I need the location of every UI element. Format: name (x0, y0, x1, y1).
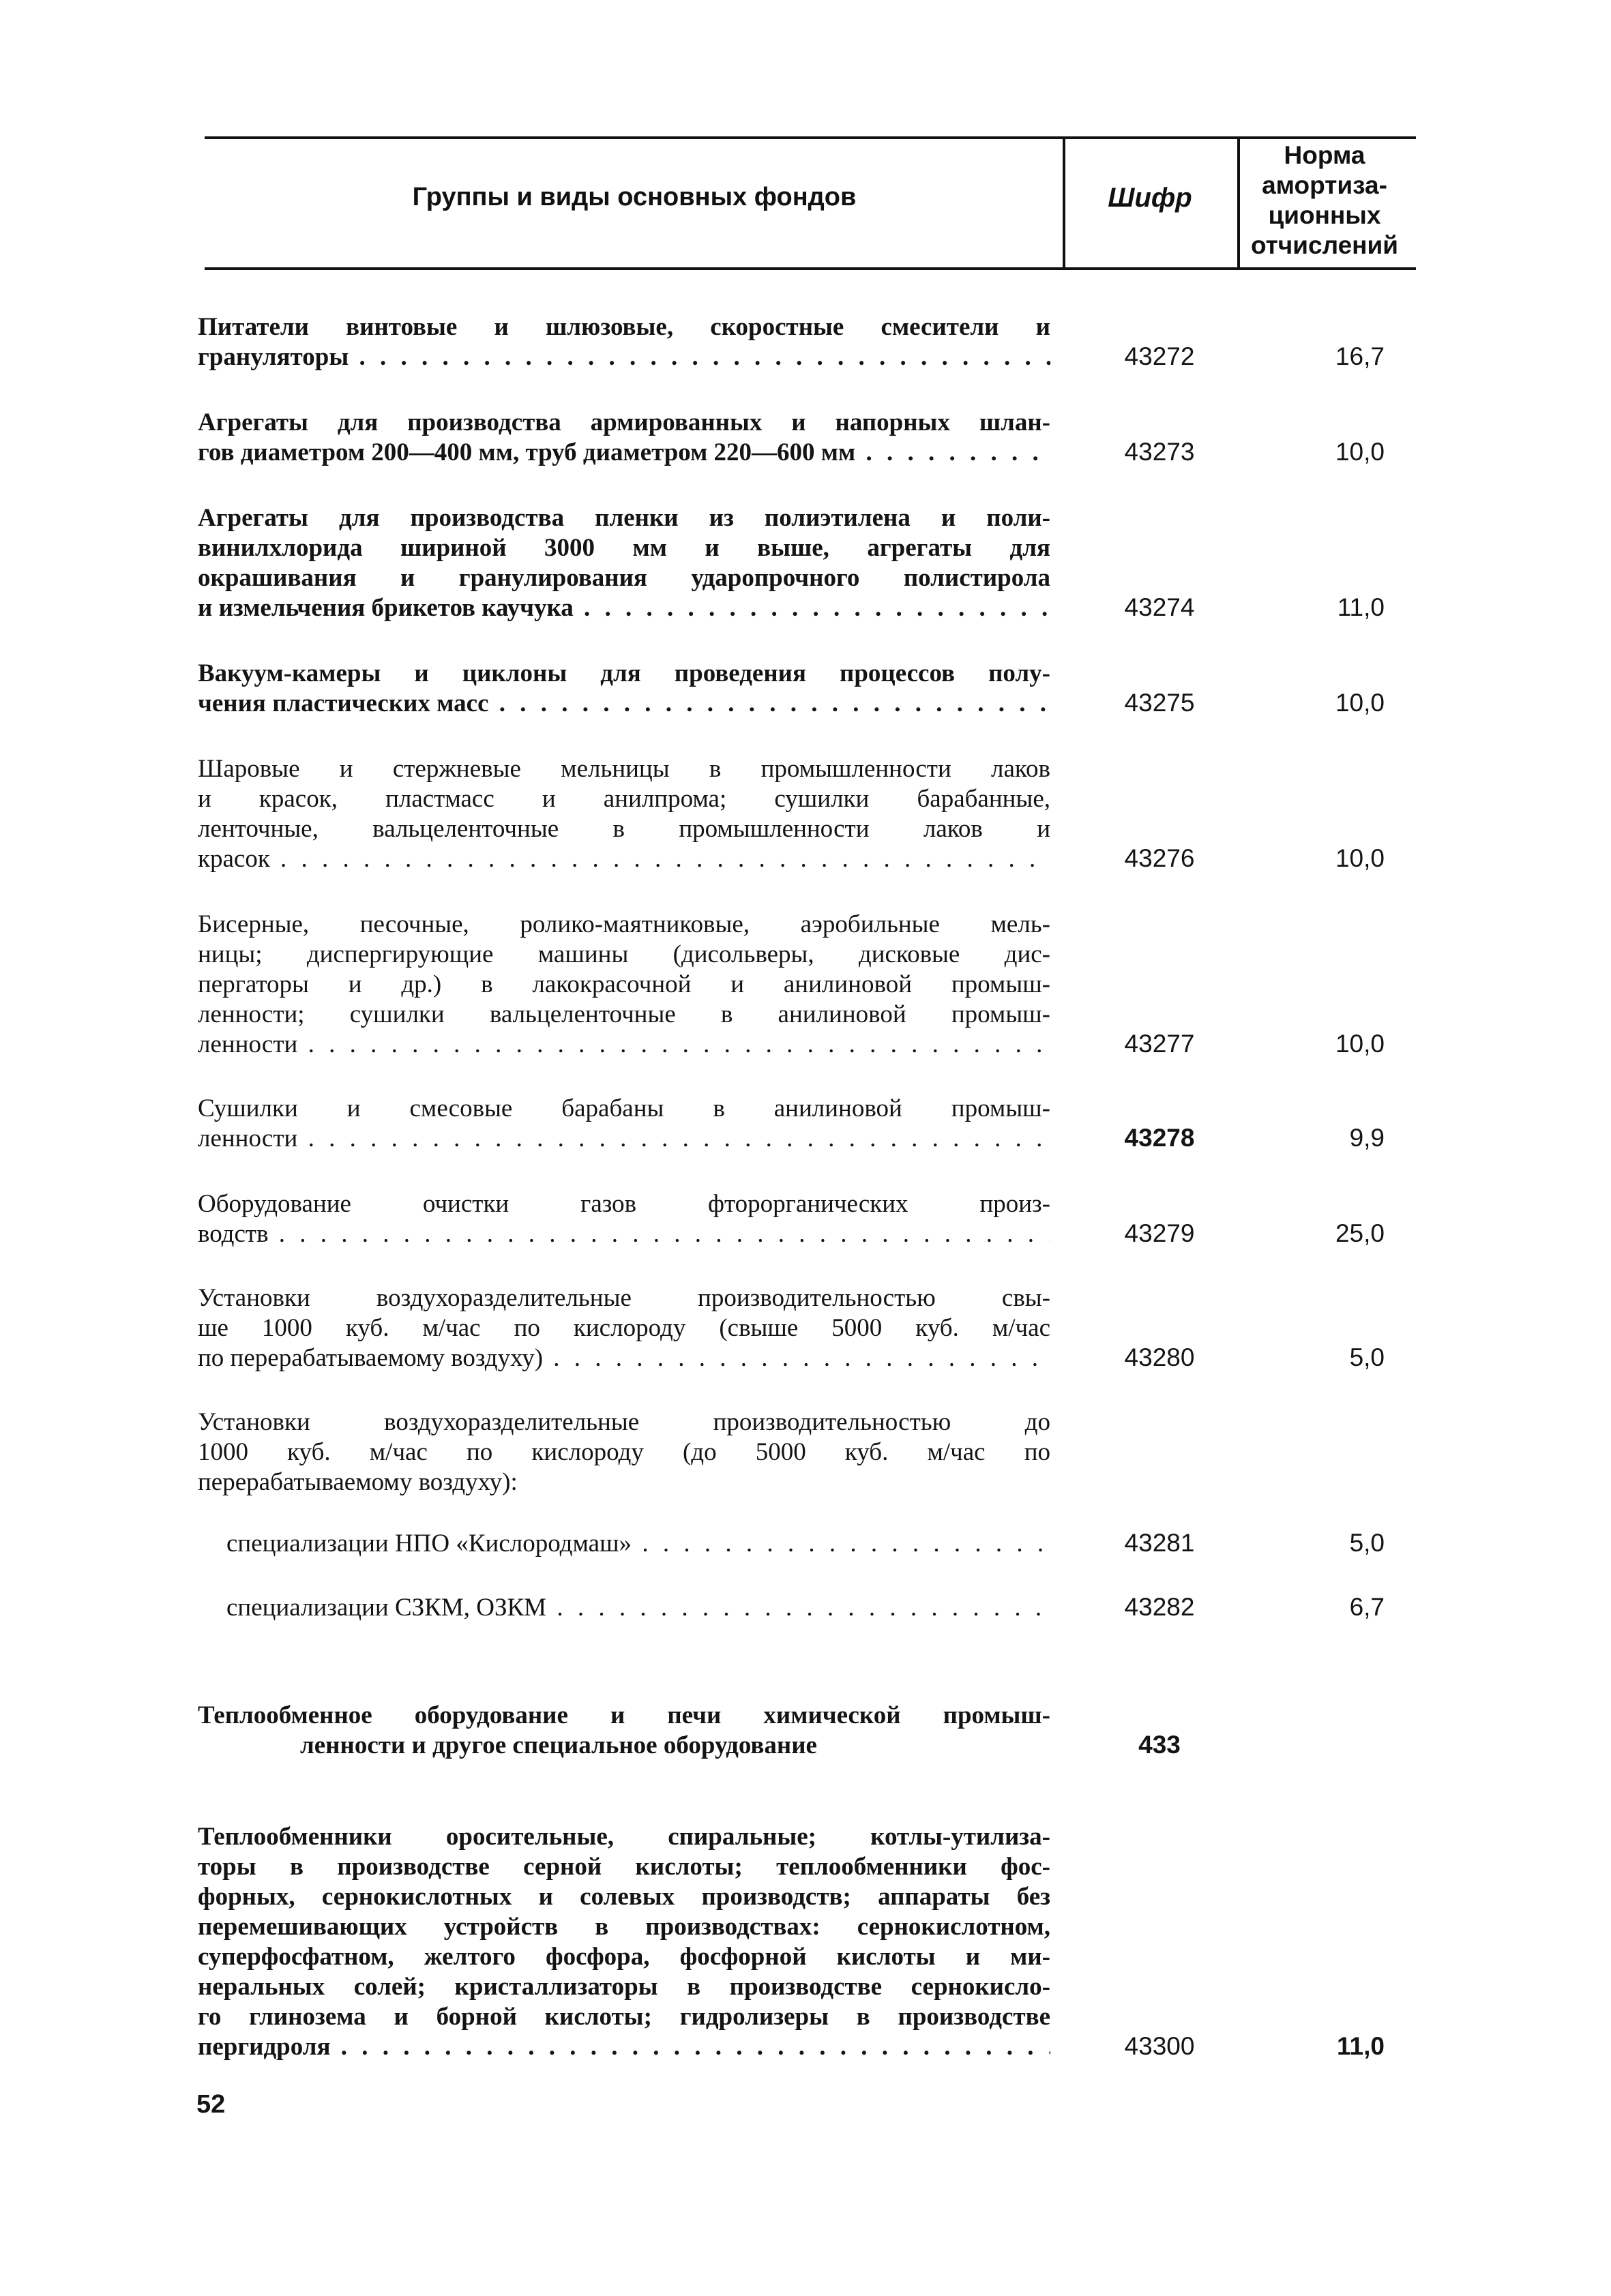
row-description (198, 754, 1050, 874)
row-description (198, 312, 1050, 372)
description-line: ленности; сушилки вальцеленточные в анилиновой промыш- (198, 1000, 1050, 1028)
row-code: 43278 (1124, 1124, 1195, 1152)
row-code: 43282 (1124, 1593, 1195, 1621)
description-line: перерабатываемому воздуху): (198, 1468, 518, 1496)
description-line: Агрегаты для производства армированных и напорных шлан- (198, 408, 1050, 436)
description-line: пергаторы и др.) в лакокрасочной и анилиновой промыш- (198, 970, 1050, 998)
column-header-groups: Группы и виды основных фондов (412, 183, 857, 211)
description-line: окрашивания и гранулирования ударопрочного полистирола (198, 564, 1050, 592)
row-code: 43280 (1124, 1343, 1195, 1371)
row-code: 43274 (1124, 593, 1195, 621)
description-line: Бисерные, песочные, ролико-маятниковые, аэробильные мель- (198, 910, 1050, 938)
row-norm: 10,0 (1335, 1030, 1385, 1058)
row-norm: 10,0 (1335, 689, 1385, 717)
row-norm: 10,0 (1335, 844, 1385, 872)
description-line: Установки воздухоразделительные производительностью до (198, 1408, 1050, 1436)
section-title (198, 1701, 1050, 1761)
row-description (198, 1094, 1050, 1154)
description-line: Шаровые и стержневые мельницы в промышленности лаков (198, 755, 1050, 783)
description-line: го глинозема и борной кислоты; гидролизеры в производстве (198, 2003, 1050, 2031)
description-line: ленности . . . (198, 1124, 1050, 1154)
row-norm: 11,0 (1337, 593, 1385, 621)
row-norm: 5,0 (1349, 1529, 1385, 1557)
description-line: гов диаметром 200—400 мм, труб диаметром 220—600 мм . . . (198, 438, 1050, 468)
norm-label-line: амортиза- (1262, 171, 1387, 199)
norm-label-line: Норма (1284, 141, 1365, 169)
row-description (226, 1529, 1050, 1559)
description-line: грануляторы . . . (198, 342, 1050, 372)
description-line: Теплообменники оросительные, спиральные; котлы-утилиза- (198, 1823, 1050, 1851)
description-line: ленности . . . (198, 1030, 1050, 1060)
description-line: перемешивающих устройств в производствах: сернокислотном, (198, 1913, 1050, 1941)
row-code: 43276 (1124, 844, 1195, 872)
description-line: форных, сернокислотных и солевых производств; аппараты без (198, 1883, 1050, 1911)
row-description (198, 1189, 1050, 1249)
description-line: Агрегаты для производства пленки из полиэтилена и поли- (198, 504, 1050, 532)
row-description (198, 503, 1050, 623)
description-line: и измельчения брикетов каучука . . . (198, 593, 1050, 623)
description-line: 1000 куб. м/час по кислороду (до 5000 куб. м/час по (198, 1438, 1050, 1466)
description-line: ленности и другое специальное оборудование (300, 1731, 817, 1759)
row-code: 43272 (1124, 342, 1195, 370)
norm-label-line: ционных (1268, 201, 1381, 229)
description-line: Установки воздухоразделительные производительностью свы- (198, 1284, 1050, 1312)
row-code: 43281 (1124, 1529, 1195, 1557)
description-line: Теплообменное оборудование и печи химической промыш- (198, 1701, 1050, 1729)
description-line: по перерабатываемому воздуху) . . . (198, 1343, 1050, 1373)
row-norm: 5,0 (1349, 1343, 1385, 1371)
description-line: специализации СЗКМ, ОЗКМ . . . (226, 1593, 1050, 1623)
description-line: красок . . . (198, 844, 1050, 874)
row-description (198, 408, 1050, 468)
section-code: 433 (1138, 1731, 1181, 1759)
row-norm: 25,0 (1335, 1219, 1385, 1247)
description-line: неральных солей; кристаллизаторы в производстве сернокисло- (198, 1973, 1050, 2001)
row-code: 43277 (1124, 1030, 1195, 1058)
description-line: ше 1000 куб. м/час по кислороду (свыше 5000 куб. м/час (198, 1314, 1050, 1342)
description-line: винилхлорида шириной 3000 мм и выше, агрегаты для (198, 534, 1050, 562)
row-norm: 6,7 (1349, 1593, 1385, 1621)
description-line: Сушилки и смесовые барабаны в анилиновой промыш- (198, 1094, 1050, 1122)
row-norm: 9,9 (1349, 1124, 1385, 1152)
description-line: пергидроля . . . (198, 2032, 1050, 2062)
description-line: Оборудование очистки газов фторорганических произ- (198, 1190, 1050, 1218)
description-line: специализации НПО «Кислородмаш» . . . (226, 1529, 1050, 1559)
header-top-rule (205, 136, 1416, 139)
description-line: ницы; диспергирующие машины (дисольверы, дисковые дис- (198, 940, 1050, 968)
row-code: 43279 (1124, 1219, 1195, 1247)
row-code: 43275 (1124, 689, 1195, 717)
norm-label-line: отчислений (1250, 231, 1399, 259)
row-description (198, 1822, 1050, 2062)
description-line: суперфосфатном, желтого фосфора, фосфорной кислоты и ми- (198, 1943, 1050, 1971)
description-line: чения пластических масс . . . (198, 689, 1050, 719)
row-description (226, 1593, 1050, 1623)
description-line: Питатели винтовые и шлюзовые, скоростные смесители и (198, 313, 1050, 341)
row-norm: 11,0 (1337, 2032, 1385, 2060)
description-line: и красок, пластмасс и анилпрома; сушилки барабанные, (198, 785, 1050, 813)
description-line: водств . . . (198, 1219, 1050, 1249)
header-bottom-rule (205, 267, 1416, 270)
row-description (198, 659, 1050, 719)
row-norm: 10,0 (1335, 438, 1385, 466)
row-description (198, 1407, 1050, 1497)
description-line: ленточные, вальцеленточные в промышленности лаков и (198, 815, 1050, 843)
row-description (198, 910, 1050, 1060)
row-norm: 16,7 (1335, 342, 1385, 370)
row-code: 43300 (1124, 2032, 1195, 2060)
description-line: Вакуум-камеры и циклоны для проведения процессов полу- (198, 659, 1050, 687)
column-header-norm (1236, 140, 1413, 260)
page-number: 52 (196, 2090, 226, 2119)
description-line: торы в производстве серной кислоты; теплообменники фос- (198, 1853, 1050, 1881)
column-header-code: Шифр (1108, 183, 1192, 213)
row-description (198, 1283, 1050, 1373)
row-code: 43273 (1124, 438, 1195, 466)
